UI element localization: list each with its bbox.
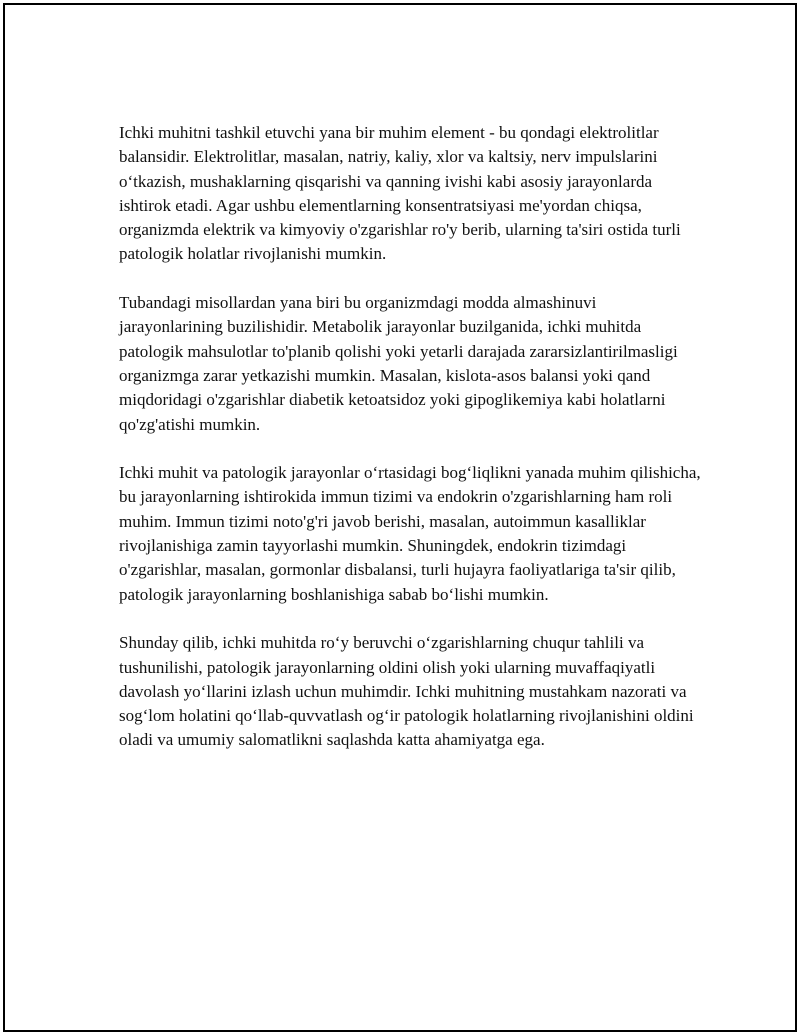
paragraph: Ichki muhit va patologik jarayonlar o‘rtasidagi bog‘liqlikni yanada muhim qilishicha, bu jarayonlarning ishtirokida immun tizimi va endokrin o'zgarishlarning ham roli muhim. Immun tizimi noto'g'ri javob berishi, masalan, autoimmun kasalliklar rivojlanishiga zamin tayyorlashi mumkin. Shuningdek, endokrin tizimdagi o'zgarishlar, masalan, gormonlar disbalansi, turli hujayra faoliyatlariga ta'sir qilib, patologik jarayonlarning boshlanishiga sabab bo‘lishi mumkin. [119,463,701,604]
document-body [119,121,701,777]
paragraph: Ichki muhitni tashkil etuvchi yana bir muhim element - bu qondagi elektrolitlar balansidir. Elektrolitlar, masalan, natriy, kaliy, xlor va kaltsiy, nerv impulslarini o‘tkazish, mushaklarning qisqarishi va qanning ivishi kabi asosiy jarayonlarda ishtirok etadi. Agar ushbu elementlarning konsentratsiyasi me'yordan chiqsa, organizmda elektrik va kimyoviy o'zgarishlar ro'y berib, ularning ta'siri ostida turli patologik holatlar rivojlanishi mumkin. [119,123,681,264]
document-page [3,3,797,1032]
paragraph: Tubandagi misollardan yana biri bu organizmdagi modda almashinuvi jarayonlarining buzilishidir. Metabolik jarayonlar buzilganida, ichki muhitda patologik mahsulotlar to'planib qolishi yoki yetarli darajada zararsizlantirilmasligi organizmga zarar yetkazishi mumkin. Masalan, kislota-asos balansi yoki qand miqdoridagi o'zgarishlar diabetik ketoatsidoz yoki gipoglikemiya kabi holatlarni qo'zg'atishi mumkin. [119,293,678,434]
paragraph: Shunday qilib, ichki muhitda ro‘y beruvchi o‘zgarishlarning chuqur tahlili va tushunilishi, patologik jarayonlarning oldini olish yoki ularning muvaffaqiyatli davolash yo‘llarini izlash uchun muhimdir. Ichki muhitning mustahkam nazorati va sog‘lom holatini qo‘llab-quvvatlash og‘ir patologik holatlarning rivojlanishini oldini oladi va umumiy salomatlikni saqlashda katta ahamiyatga ega. [119,633,694,750]
